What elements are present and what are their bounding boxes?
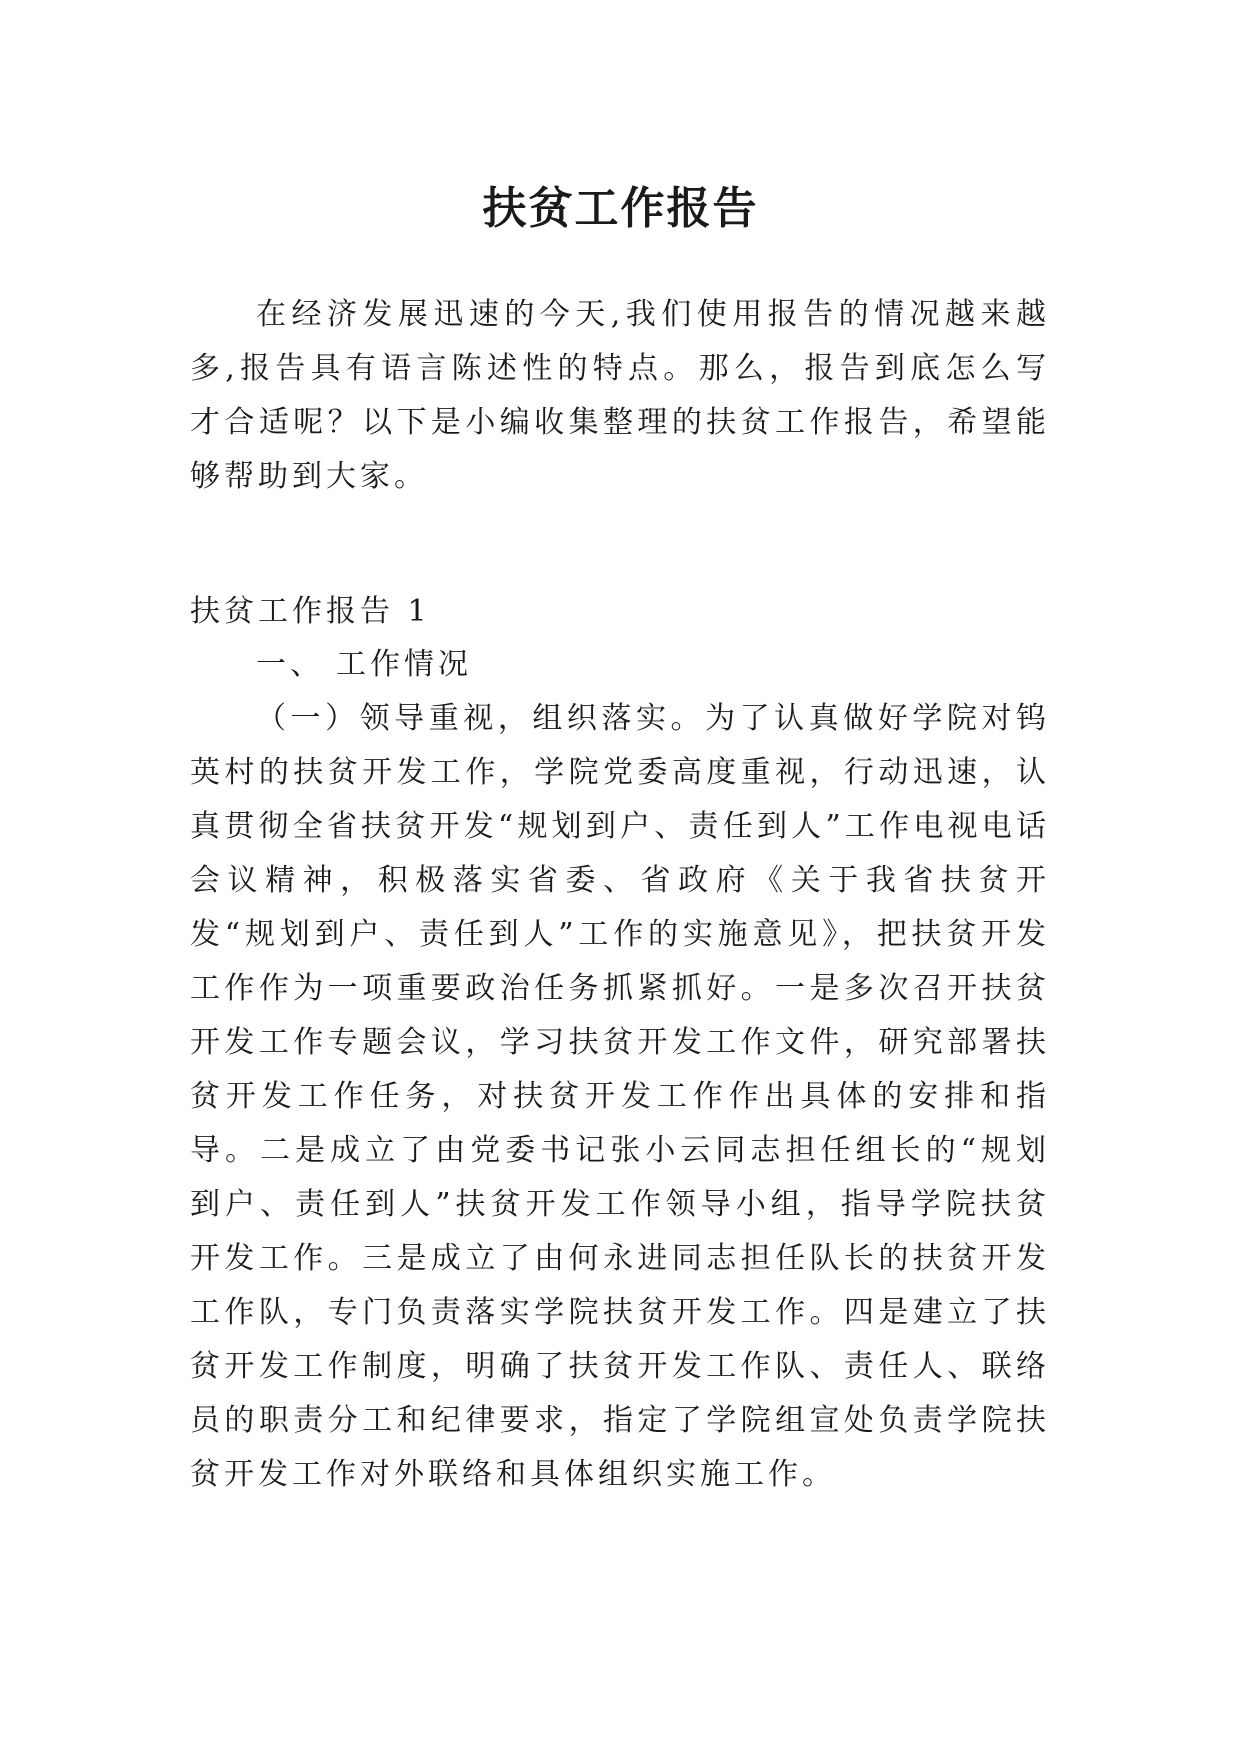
subheading-number: 一、: [256, 647, 324, 682]
intro-paragraph: 在经济发展迅速的今天,我们使用报告的情况越来越多,报告具有语言陈述性的特点。那么，报告到底怎么写才合适呢？以下是小编收集整理的扶贫工作报告，希望能够帮助到大家。: [190, 297, 1050, 494]
subheading: [256, 638, 472, 692]
document-title: 扶贫工作报告: [482, 183, 759, 235]
body-paragraph: （一）领导重视，组织落实。为了认真做好学院对钨英村的扶贫开发工作，学院党委高度重视，行动迅速，认真贯彻全省扶贫开发“规划到户、责任到人”工作电视电话会议精神，积极落实省委、省政府《关于我省扶贫开发“规划到户、责任到人”工作的实施意见》，把扶贫开发工作作为一项重要政治任务抓紧抓好。一是多次召开扶贫开发工作专题会议，学习扶贫开发工作文件，研究部署扶贫开发工作任务，对扶贫开发工作作出具体的安排和指导。二是成立了由党委书记张小云同志担任组长的“规划到户、责任到人”扶贫开发工作领导小组，指导学院扶贫开发工作。三是成立了由何永进同志担任队长的扶贫开发工作队，专门负责落实学院扶贫开发工作。四是建立了扶贫开发工作制度，明确了扶贫开发工作队、责任人、联络员的职责分工和纪律要求，指定了学院组宣处负责学院扶贫开发工作对外联络和具体组织实施工作。: [190, 701, 1050, 1492]
subheading-text: 工作情况: [336, 647, 472, 682]
section-heading: 扶贫工作报告 1: [190, 594, 431, 629]
